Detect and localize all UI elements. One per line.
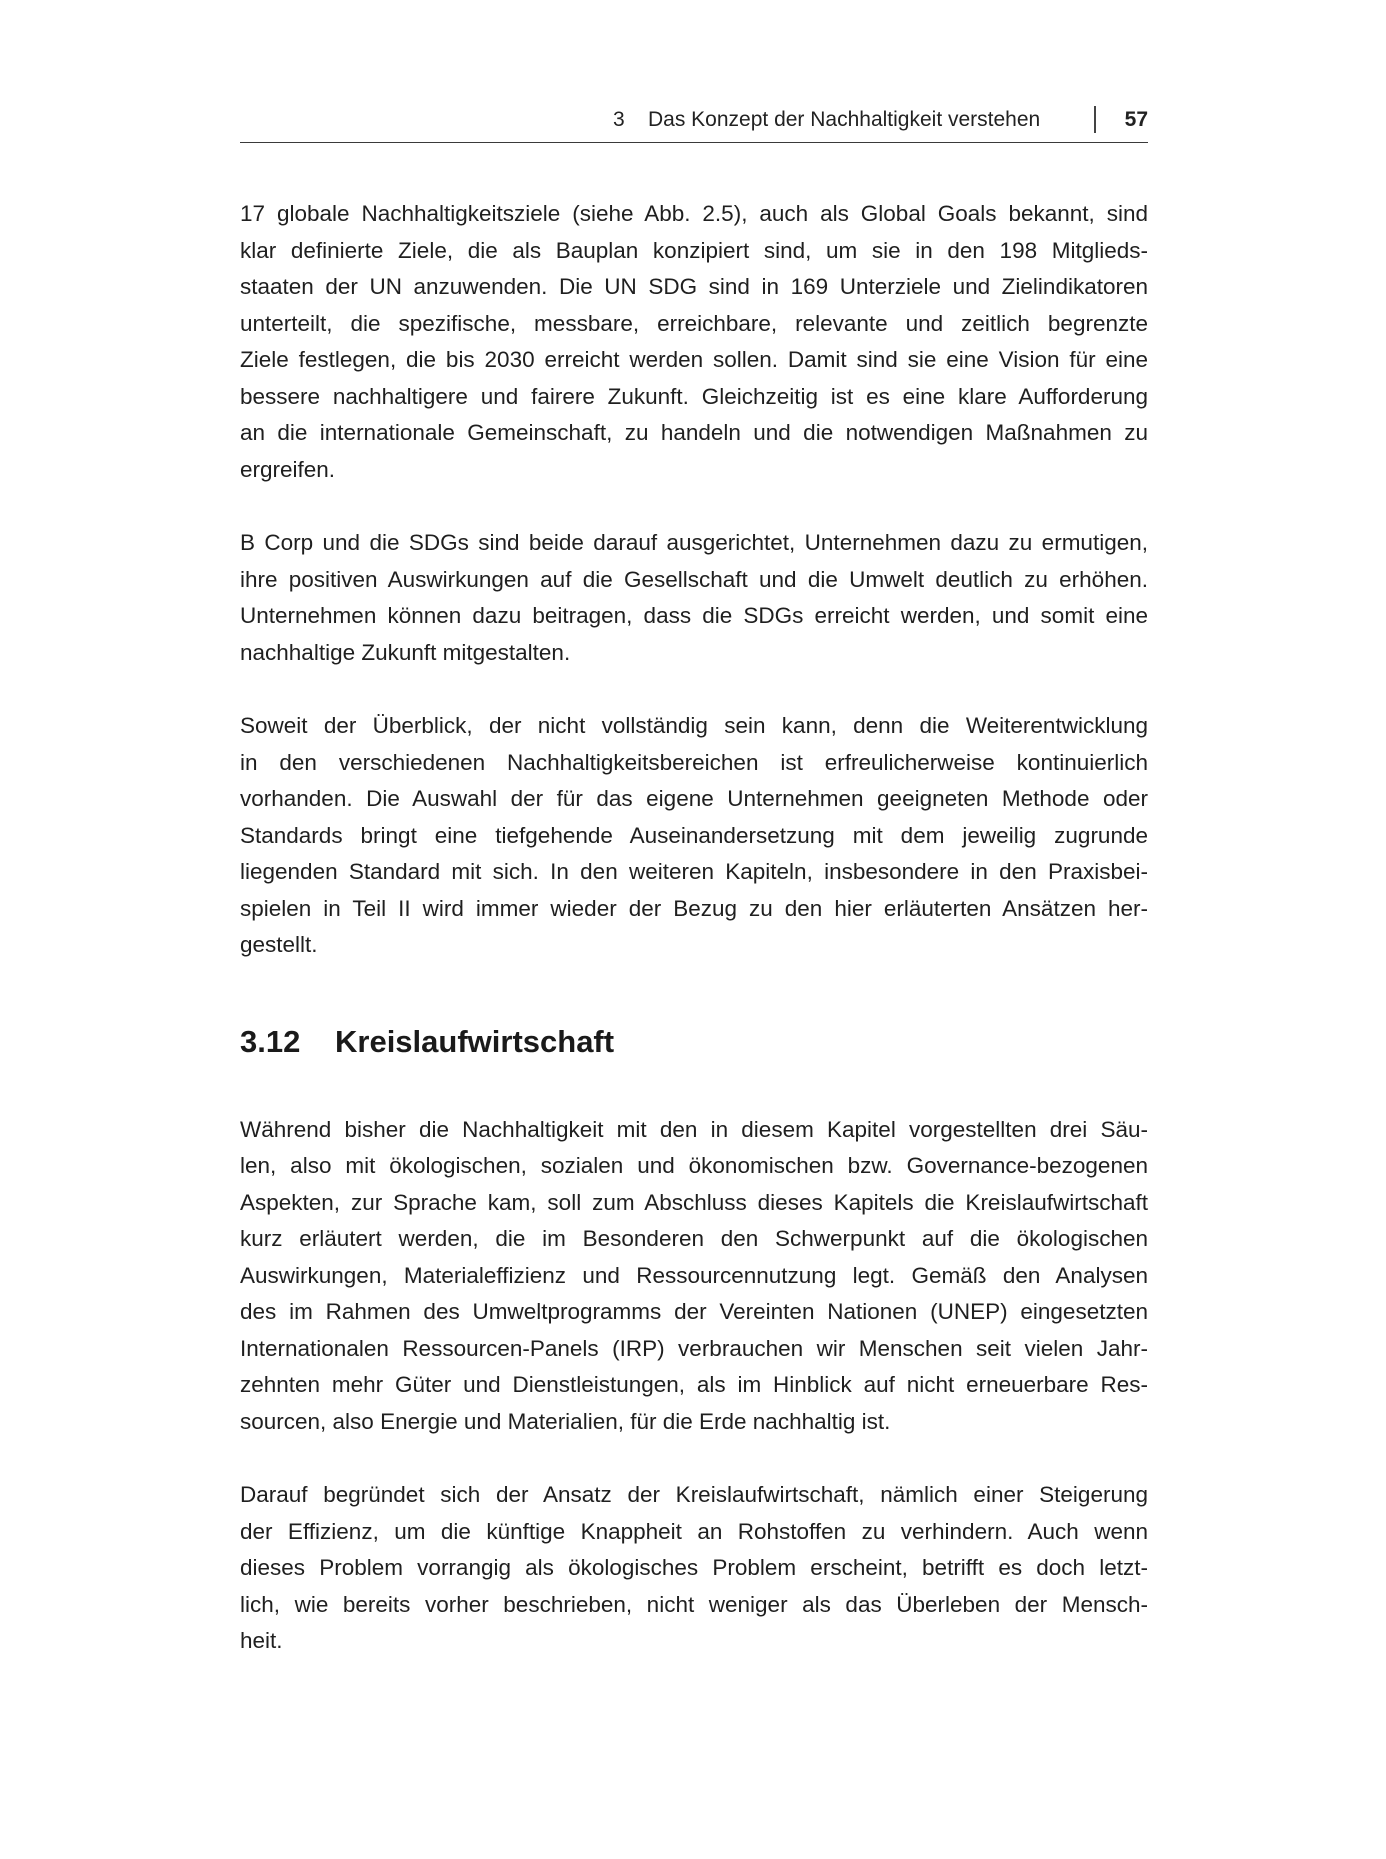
running-head-chapter-number: 3 <box>613 108 625 131</box>
text-line: lich, wie bereits vorher beschrieben, nicht weniger als das Überleben der Mensch- <box>240 1591 1148 1617</box>
paragraph-spacer <box>240 671 1148 708</box>
text-line: Unternehmen können dazu beitragen, dass die SDGs erreicht werden, und somit eine <box>240 603 1148 628</box>
text-line: ergreifen. <box>240 456 336 482</box>
paragraph-overview <box>240 708 1148 964</box>
text-line: staaten der UN anzuwenden. Die UN SDG sind in 169 Unterziele und Zielindikatoren <box>240 274 1148 299</box>
paragraph-spacer <box>240 1440 1148 1477</box>
text-line: Ziele festlegen, die bis 2030 erreicht werden sollen. Damit sind sie eine Vision für eine <box>240 347 1148 372</box>
paragraph-bcorp-sdgs <box>240 525 1148 671</box>
text-line: spielen in Teil II wird immer wieder der Bezug zu den hier erläuterten Ansätzen her- <box>240 895 1148 921</box>
text-line: zehnten mehr Güter und Dienstleistungen, als im Hinblick auf nicht erneuerbare Res- <box>240 1372 1148 1397</box>
text-line: Auswirkungen, Materialeffizienz und Ressourcennutzung legt. Gemäß den Analysen <box>240 1262 1148 1288</box>
text-line: Standards bringt eine tiefgehende Auseinandersetzung mit dem jeweilig zugrunde <box>240 822 1148 848</box>
text-line: heit. <box>240 1628 283 1653</box>
paragraph-sdg-goals <box>240 196 1148 488</box>
text-line: nachhaltige Zukunft mitgestalten. <box>240 639 571 665</box>
paragraph-spacer <box>240 488 1148 525</box>
text-line: Darauf begründet sich der Ansatz der Kreislaufwirtschaft, nämlich einer Steigerung <box>240 1482 1148 1507</box>
text-line: kurz erläutert werden, die im Besonderen den Schwerpunkt auf die ökologischen <box>240 1226 1148 1251</box>
running-head-chapter-title: Das Konzept der Nachhaltigkeit verstehen <box>648 108 1041 131</box>
text-line: Soweit der Überblick, der nicht vollständig sein kann, denn die Weiterentwicklung <box>240 713 1148 738</box>
text-line: Während bisher die Nachhaltigkeit mit den in diesem Kapitel vorgestellten drei Säu- <box>240 1116 1148 1142</box>
text-line: bessere nachhaltigere und fairere Zukunft. Gleichzeitig ist es eine klare Aufforderung <box>240 383 1148 409</box>
paragraph-circular-economy-approach <box>240 1477 1148 1660</box>
text-line: gestellt. <box>240 932 318 957</box>
text-line: ihre positiven Auswirkungen auf die Gesellschaft und die Umwelt deutlich zu erhöhen. <box>240 566 1148 592</box>
text-line: liegenden Standard mit sich. In den weiteren Kapiteln, insbesondere in den Praxisbei- <box>240 859 1148 884</box>
text-line: unterteilt, die spezifische, messbare, erreichbare, relevante und zeitlich begrenzte <box>240 310 1148 336</box>
text-line: sourcen, also Energie und Materialien, für die Erde nachhaltig ist. <box>240 1408 891 1434</box>
text-line: len, also mit ökologischen, sozialen und ökonomischen bzw. Governance-bezogenen <box>240 1153 1148 1178</box>
running-head <box>240 104 1148 143</box>
text-line: Aspekten, zur Sprache kam, soll zum Abschluss dieses Kapitels die Kreislaufwirtschaft <box>240 1189 1148 1215</box>
section-heading <box>240 1012 1148 1072</box>
text-line: dieses Problem vorrangig als ökologisches Problem erscheint, betrifft es doch letzt- <box>240 1555 1148 1580</box>
section-title: Kreislaufwirtschaft <box>335 1023 615 1059</box>
text-line: vorhanden. Die Auswahl der für das eigene Unternehmen geeigneten Methode oder <box>240 786 1148 811</box>
page-number: 57 <box>1124 108 1148 131</box>
text-line: der Effizienz, um die künftige Knappheit an Rohstoffen zu verhindern. Auch wenn <box>240 1518 1148 1544</box>
text-line: Internationalen Ressourcen-Panels (IRP) verbrauchen wir Menschen seit vielen Jahr- <box>240 1335 1148 1361</box>
text-line: an die internationale Gemeinschaft, zu handeln und die notwendigen Maßnahmen zu <box>240 420 1148 445</box>
paragraph-circular-economy-intro <box>240 1112 1148 1441</box>
running-head-separator <box>1094 106 1096 133</box>
section-number: 3.12 <box>240 1023 301 1059</box>
text-line: des im Rahmen des Umweltprogramms der Vereinten Nationen (UNEP) eingesetzten <box>240 1299 1148 1324</box>
text-line: klar definierte Ziele, die als Bauplan konzipiert sind, um sie in den 198 Mitglieds- <box>240 237 1148 263</box>
text-line: B Corp und die SDGs sind beide darauf ausgerichtet, Unternehmen dazu zu ermutigen, <box>240 530 1148 555</box>
text-line: 17 globale Nachhaltigkeitsziele (siehe Abb. 2.5), auch als Global Goals bekannt, sind <box>240 201 1148 226</box>
page-body <box>240 196 1148 1660</box>
text-line: in den verschiedenen Nachhaltigkeitsbereichen ist erfreulicherweise kontinuierlich <box>240 749 1148 775</box>
